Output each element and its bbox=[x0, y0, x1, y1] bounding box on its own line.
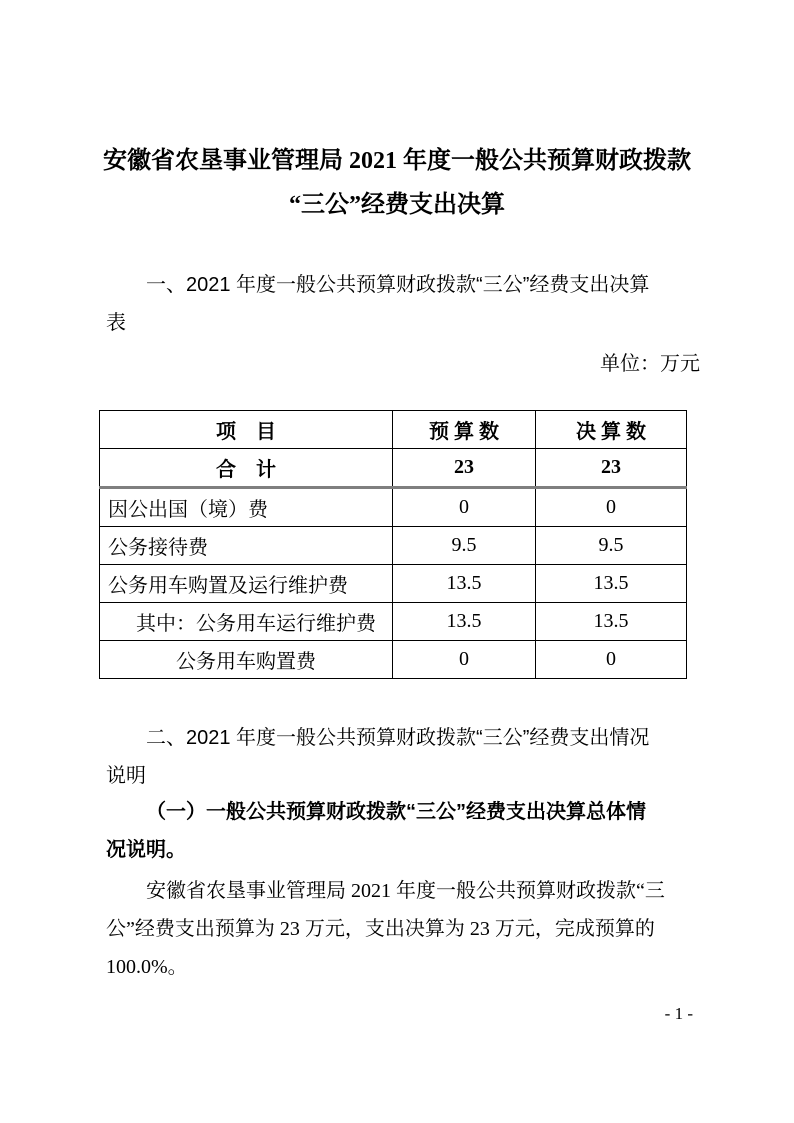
paragraph-overview bbox=[106, 872, 706, 986]
paragraph-overview-line-2: 公”经费支出预算为 23 万元，支出决算为 23 万元，完成预算的 bbox=[106, 918, 655, 940]
row-label: 公务用车购置费 bbox=[100, 641, 393, 679]
document-title-line-1: 安徽省农垦事业管理局 2021 年度一般公共预算财政拨款 bbox=[103, 148, 691, 174]
row-final-value: 9.5 bbox=[536, 527, 687, 565]
row-final-value: 13.5 bbox=[536, 603, 687, 641]
section-two-heading bbox=[106, 719, 706, 795]
row-budget-value: 13.5 bbox=[393, 565, 536, 603]
row-final-value: 0 bbox=[536, 488, 687, 527]
table-row-vehicle-expense bbox=[100, 565, 687, 603]
paragraph-overview-line-3: 100.0%。 bbox=[106, 956, 188, 978]
row-final-value: 0 bbox=[536, 641, 687, 679]
row-label: 其中：公务用车运行维护费 bbox=[100, 603, 393, 641]
section-one-heading-line-2: 表 bbox=[106, 312, 126, 334]
table-row-reception-expense bbox=[100, 527, 687, 565]
column-header-budget: 预 算 数 bbox=[393, 411, 536, 449]
table-row-total bbox=[100, 449, 687, 488]
expense-table bbox=[99, 410, 687, 679]
row-budget-value: 13.5 bbox=[393, 603, 536, 641]
row-budget-value: 9.5 bbox=[393, 527, 536, 565]
section-one-heading-line-1: 一、2021 年度一般公共预算财政拨款“三公”经费支出决算 bbox=[146, 274, 650, 296]
row-budget-value: 23 bbox=[393, 449, 536, 488]
section-two-heading-line-2: 说明 bbox=[106, 765, 146, 787]
row-label: 合 计 bbox=[100, 449, 393, 488]
row-budget-value: 0 bbox=[393, 641, 536, 679]
row-label: 公务接待费 bbox=[100, 527, 393, 565]
table-unit-label: 单位：万元 bbox=[600, 353, 700, 375]
paragraph-overview-line-1: 安徽省农垦事业管理局 2021 年度一般公共预算财政拨款“三 bbox=[146, 880, 665, 902]
row-budget-value: 0 bbox=[393, 488, 536, 527]
section-one-heading bbox=[106, 266, 706, 342]
document-title-line-2: “三公”经费支出决算 bbox=[289, 192, 505, 218]
table-header-row bbox=[100, 411, 687, 449]
column-header-item: 项 目 bbox=[100, 411, 393, 449]
table-row-vehicle-purchase-expense bbox=[100, 641, 687, 679]
subsection-one-heading-line-2: 况说明。 bbox=[106, 839, 186, 861]
row-final-value: 13.5 bbox=[536, 565, 687, 603]
section-two-heading-line-1: 二、2021 年度一般公共预算财政拨款“三公”经费支出情况 bbox=[146, 727, 650, 749]
subsection-one-heading-line-1: （一）一般公共预算财政拨款“三公”经费支出决算总体情 bbox=[146, 801, 646, 823]
table-row-vehicle-operation-expense bbox=[100, 603, 687, 641]
subsection-one-heading bbox=[106, 793, 706, 869]
row-label: 因公出国（境）费 bbox=[100, 488, 393, 527]
row-label: 公务用车购置及运行维护费 bbox=[100, 565, 393, 603]
table-row-abroad-expense bbox=[100, 488, 687, 527]
page-number: - 1 - bbox=[664, 1004, 693, 1023]
document-title bbox=[97, 139, 697, 227]
column-header-final: 决 算 数 bbox=[536, 411, 687, 449]
row-final-value: 23 bbox=[536, 449, 687, 488]
